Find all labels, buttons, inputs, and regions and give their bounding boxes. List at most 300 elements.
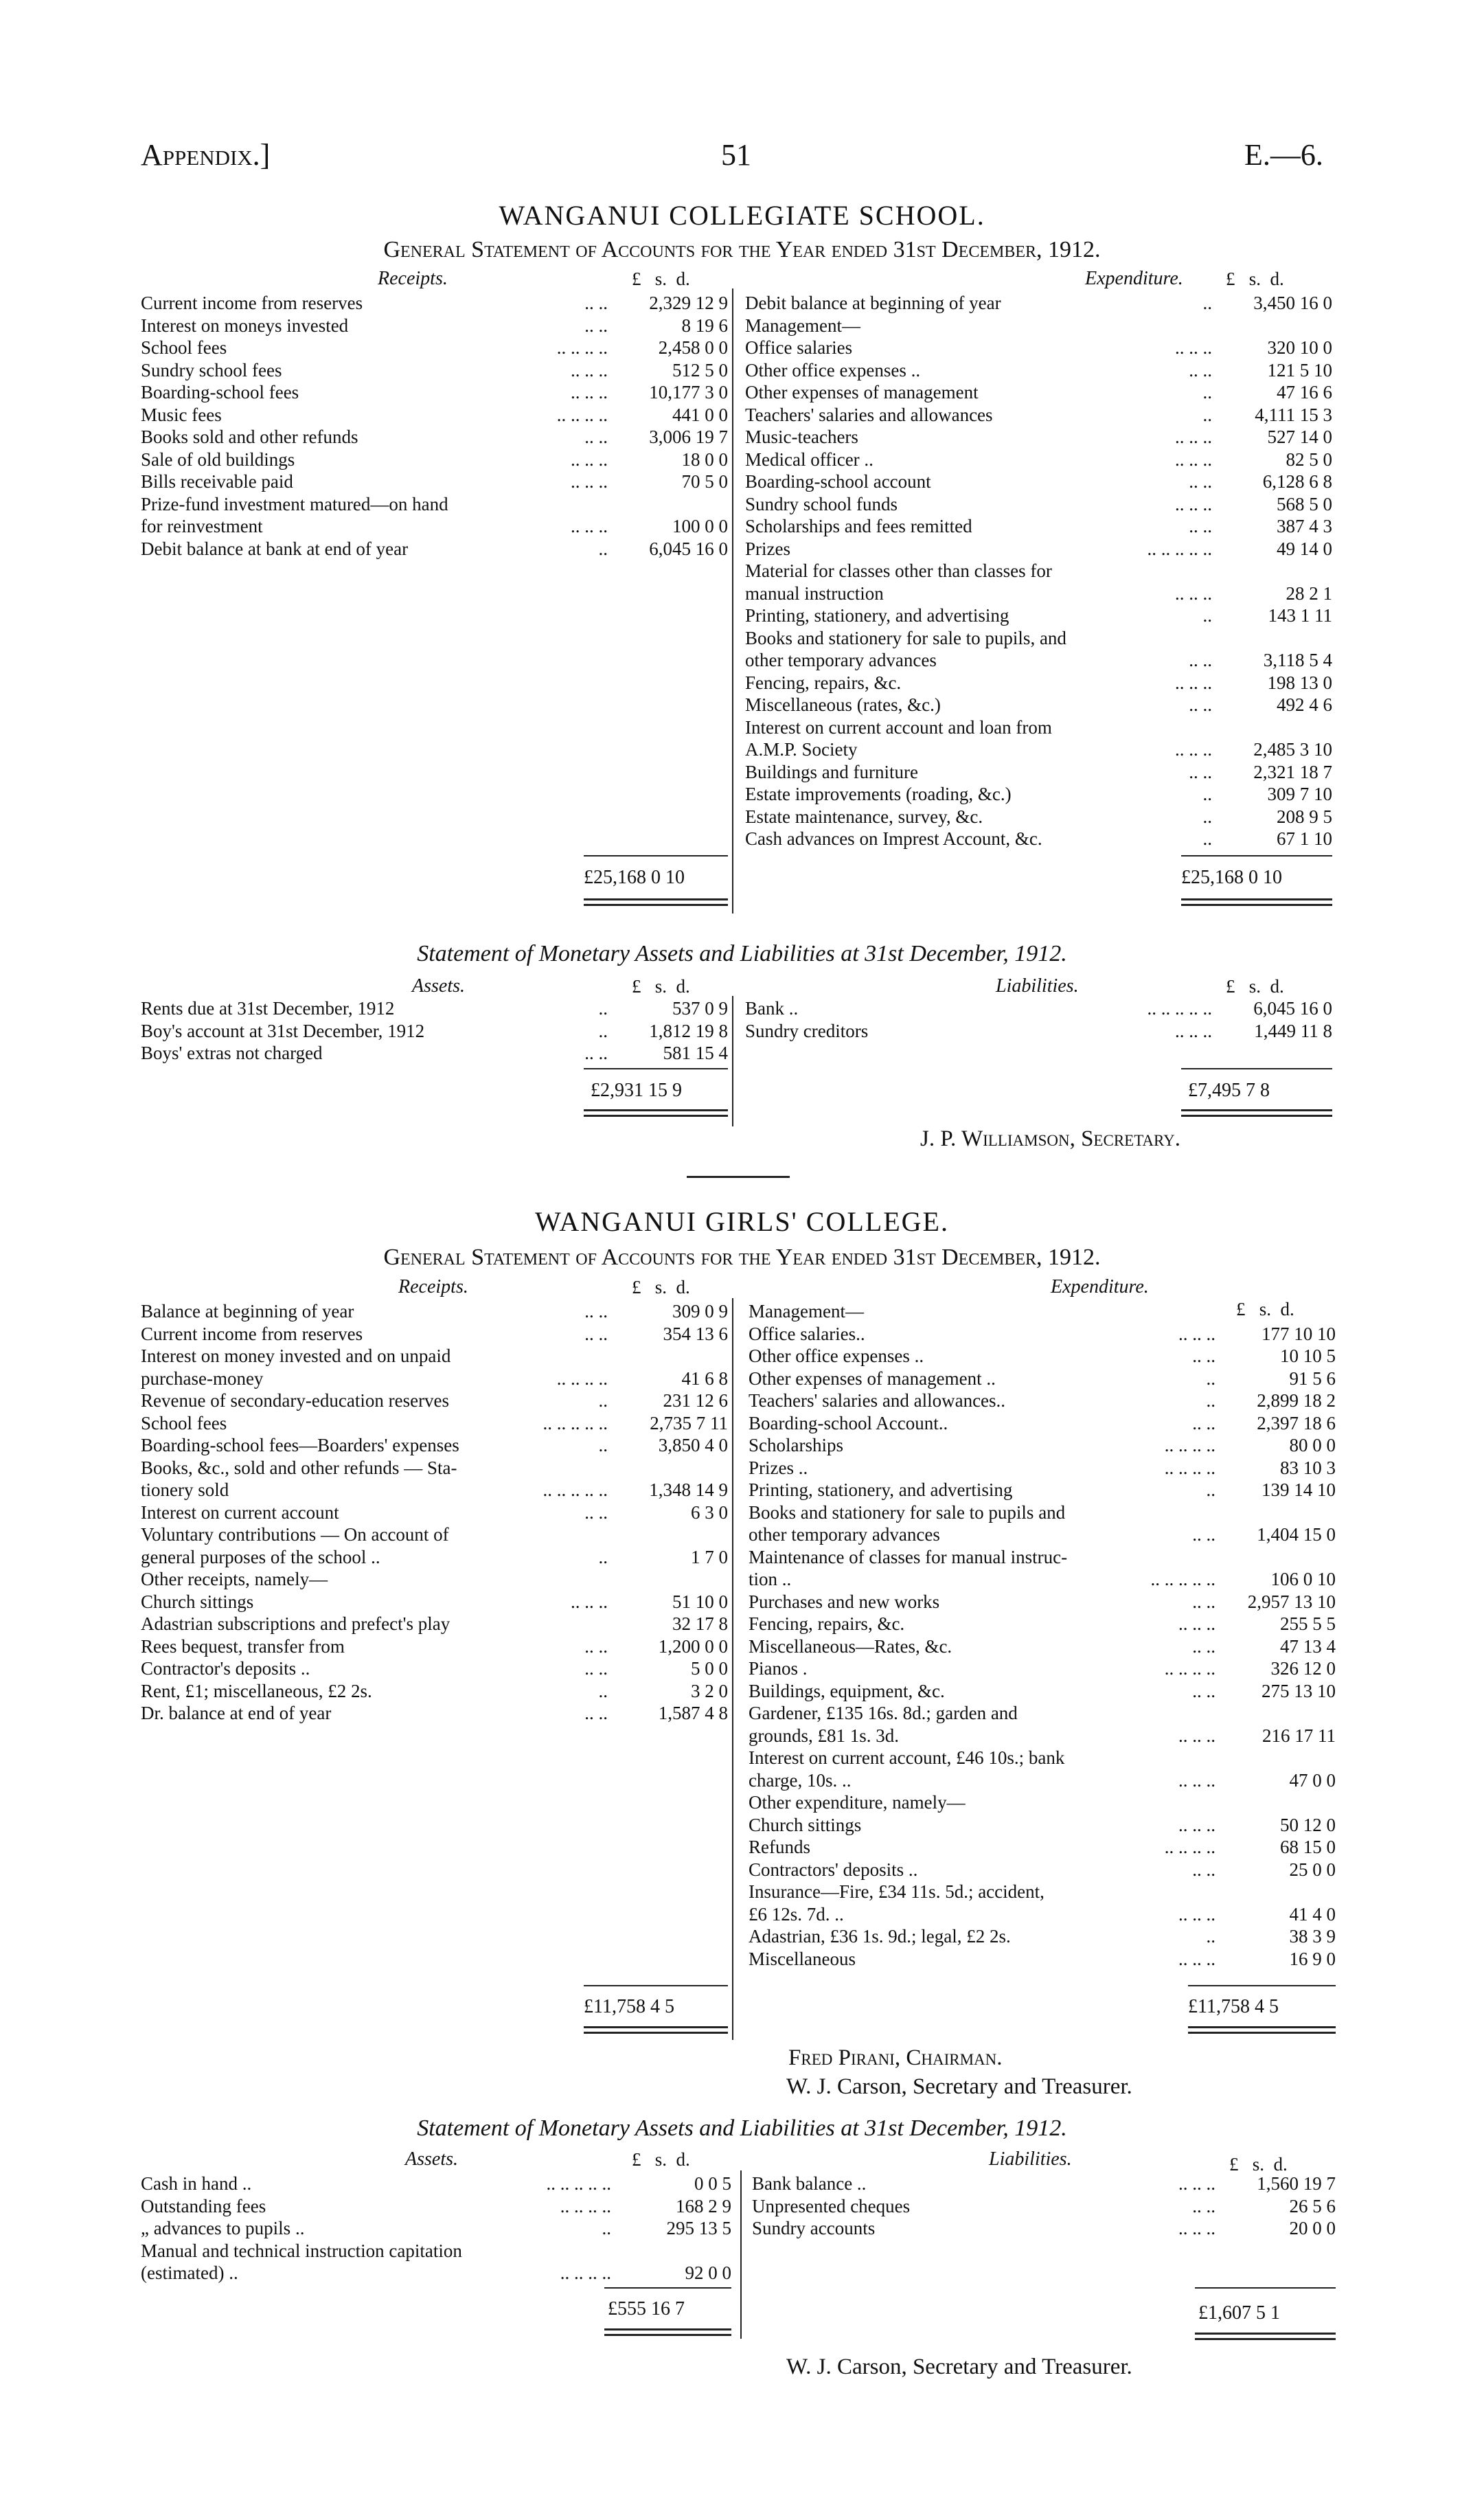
school2-expenditure-double-rule bbox=[1188, 2026, 1336, 2028]
ledger-row bbox=[745, 761, 1332, 784]
ledger-row-amount: 18 0 0 bbox=[681, 449, 728, 470]
ledger-row-leader: .. bbox=[1206, 1479, 1215, 1500]
ledger-row-label: Sundry accounts bbox=[752, 2218, 876, 2238]
ledger-row-leader: .. bbox=[1202, 806, 1212, 827]
school1-assets-total: £2,931 15 9 bbox=[591, 1080, 682, 1101]
ledger-row-amount: 441 0 0 bbox=[672, 404, 728, 425]
ledger-row bbox=[141, 1591, 728, 1613]
ledger-row-leader: .. .. .. bbox=[1178, 1725, 1215, 1746]
ledger-row-label: Interest on current account, £46 10s.; bank bbox=[749, 1747, 1065, 1768]
ledger-row-amount: 47 16 6 bbox=[1277, 382, 1332, 402]
ledger-row-amount: 309 7 10 bbox=[1267, 784, 1332, 804]
ledger-row-amount: 82 5 0 bbox=[1286, 449, 1332, 470]
ledger-row-leader: .. .. .. .. bbox=[1164, 1658, 1215, 1679]
ledger-row-label: Scholarships bbox=[749, 1435, 843, 1455]
ledger-row-leader: .. bbox=[598, 538, 608, 559]
ledger-row-amount: 255 5 5 bbox=[1280, 1613, 1336, 1634]
ledger-row-label: Prize-fund investment matured—on hand bbox=[141, 493, 448, 514]
ledger-row bbox=[745, 337, 1332, 359]
ledger-row-label: Miscellaneous—Rates, &c. bbox=[749, 1635, 952, 1657]
ledger-row bbox=[141, 1702, 728, 1725]
school2-expenditure-list bbox=[749, 1300, 1336, 1970]
ledger-row-leader: .. .. .. bbox=[1178, 2173, 1215, 2194]
ledger-row bbox=[141, 1300, 728, 1323]
ledger-row-amount: 41 6 8 bbox=[681, 1368, 728, 1389]
ledger-row-label: Other office expenses .. bbox=[749, 1346, 924, 1366]
ledger-row-leader: .. .. bbox=[1192, 1859, 1215, 1880]
ledger-row-leader: .. .. bbox=[1189, 694, 1212, 715]
school2-statement-divider bbox=[740, 2170, 742, 2339]
ledger-row-leader: .. .. .. bbox=[1178, 1769, 1215, 1791]
ledger-row-label: Rent, £1; miscellaneous, £2 2s. bbox=[141, 1680, 372, 1701]
ledger-row-label: Gardener, £135 16s. 8d.; garden and bbox=[749, 1703, 1018, 1723]
ledger-row-leader: .. .. .. bbox=[1178, 1323, 1215, 1344]
ledger-row-leader: .. .. .. .. .. bbox=[1150, 1569, 1215, 1589]
school2-assets-list bbox=[141, 2173, 731, 2284]
ledger-row-leader: .. .. .. .. .. bbox=[543, 1412, 608, 1433]
ledger-row-label: Medical officer .. bbox=[745, 449, 874, 470]
ledger-row-label: Teachers' salaries and allowances.. bbox=[749, 1390, 1006, 1411]
ledger-row bbox=[749, 1725, 1336, 1747]
ledger-row-label: Boy's account at 31st December, 1912 bbox=[141, 1020, 425, 1041]
ledger-row bbox=[752, 2217, 1336, 2240]
ledger-row bbox=[749, 1836, 1336, 1859]
ledger-row bbox=[749, 1635, 1336, 1658]
ledger-row-amount: 177 10 10 bbox=[1262, 1323, 1336, 1344]
ledger-row-leader: .. .. bbox=[1189, 471, 1212, 492]
ledger-row bbox=[749, 1568, 1336, 1591]
school1-expenditure-head: Expenditure. bbox=[1085, 268, 1183, 289]
school2-liabilities-double-rule-2 bbox=[1195, 2338, 1336, 2340]
ledger-row-leader: .. .. .. .. bbox=[556, 1368, 608, 1389]
ledger-row-label: Interest on current account bbox=[141, 1501, 339, 1523]
ledger-row bbox=[749, 1368, 1336, 1390]
ledger-row-label: Buildings, equipment, &c. bbox=[749, 1680, 945, 1701]
ledger-row-label: (estimated) .. bbox=[141, 2262, 238, 2283]
ledger-row-leader: .. .. .. .. bbox=[560, 2262, 611, 2283]
ledger-row-leader: .. .. bbox=[1192, 1412, 1215, 1433]
school1-receipts-total: £25,168 0 10 bbox=[584, 867, 685, 888]
ledger-row-amount: 2,321 18 7 bbox=[1253, 761, 1332, 782]
ledger-row bbox=[745, 1020, 1332, 1043]
school1-assets-double-rule bbox=[584, 1109, 728, 1111]
ledger-row-leader: .. .. .. bbox=[1175, 427, 1212, 447]
ledger-row-label: Sale of old buildings bbox=[141, 449, 295, 470]
ledger-row bbox=[141, 1345, 728, 1368]
school2-receipts-rule bbox=[584, 1985, 728, 1986]
ledger-row-label: Rees bequest, transfer from bbox=[141, 1635, 345, 1657]
ledger-row-leader: .. bbox=[598, 1680, 608, 1701]
school2-expenditure-rule bbox=[1188, 1985, 1336, 1986]
school1-receipts-head: Receipts. bbox=[378, 268, 448, 289]
ledger-row-leader: .. .. bbox=[584, 1703, 608, 1723]
ledger-row bbox=[749, 1501, 1336, 1524]
school2-secretary-signature: W. J. Carson, Secretary and Treasurer. bbox=[786, 2074, 1132, 2099]
school2-final-signature: W. J. Carson, Secretary and Treasurer. bbox=[786, 2355, 1132, 2379]
ledger-row bbox=[141, 1680, 728, 1703]
ledger-row-amount: 3,850 4 0 bbox=[658, 1435, 728, 1455]
ledger-row bbox=[141, 515, 728, 538]
ledger-row-label: Current income from reserves bbox=[141, 1323, 363, 1344]
ledger-row-amount: 47 0 0 bbox=[1289, 1769, 1336, 1791]
ledger-row-label: Boarding-school account bbox=[745, 471, 931, 492]
school2-statement-title: Statement of Monetary Assets and Liabilities at 31st December, 1912. bbox=[417, 2115, 1067, 2141]
ledger-row-label: Miscellaneous (rates, &c.) bbox=[745, 694, 941, 715]
ledger-row-amount: 3,006 19 7 bbox=[649, 427, 728, 447]
ledger-row-leader: .. .. .. bbox=[571, 1591, 608, 1612]
ledger-row bbox=[749, 1546, 1336, 1569]
ledger-row-leader: .. .. .. bbox=[571, 449, 608, 470]
ledger-row-amount: 1,587 4 8 bbox=[658, 1703, 728, 1723]
school2-expenditure-lsd-head: £ s. d. bbox=[1236, 1299, 1294, 1319]
ledger-row-amount: 1,404 15 0 bbox=[1257, 1524, 1336, 1545]
ledger-row-label: „ advances to pupils .. bbox=[141, 2218, 305, 2238]
ledger-row-label: Bills receivable paid bbox=[141, 471, 293, 492]
ledger-row-label: other temporary advances bbox=[749, 1524, 940, 1545]
ledger-row-label: Prizes .. bbox=[749, 1457, 808, 1478]
ledger-row-label: Buildings and furniture bbox=[745, 761, 918, 782]
ledger-row-amount: 309 0 9 bbox=[672, 1301, 728, 1321]
ledger-row-label: Contractors' deposits .. bbox=[749, 1859, 918, 1880]
ledger-row-amount: 198 13 0 bbox=[1267, 672, 1332, 693]
school2-assets-double-rule-2 bbox=[604, 2334, 731, 2336]
ledger-row-leader: .. .. bbox=[1192, 1680, 1215, 1701]
ledger-row-amount: 32 17 8 bbox=[672, 1613, 728, 1634]
school2-expenditure-total: £11,758 4 5 bbox=[1188, 1996, 1279, 2017]
ledger-row-amount: 537 0 9 bbox=[672, 998, 728, 1019]
ledger-row-amount: 8 19 6 bbox=[681, 315, 728, 336]
school2-expenditure-head: Expenditure. bbox=[1051, 1276, 1149, 1297]
ledger-row-leader: .. bbox=[598, 1020, 608, 1041]
ledger-row-label: Fencing, repairs, &c. bbox=[745, 672, 902, 693]
ledger-row-amount: 3 2 0 bbox=[691, 1680, 728, 1701]
ledger-row-amount: 2,957 13 10 bbox=[1247, 1591, 1336, 1612]
school1-expenditure-rule bbox=[1181, 855, 1332, 857]
ledger-row bbox=[141, 2262, 731, 2284]
ledger-row-amount: 91 5 6 bbox=[1289, 1368, 1336, 1389]
ledger-row bbox=[141, 1389, 728, 1412]
ledger-row-amount: 5 0 0 bbox=[691, 1658, 728, 1679]
ledger-row-amount: 1,560 19 7 bbox=[1257, 2173, 1336, 2194]
school1-liabilities-rule bbox=[1181, 1068, 1332, 1069]
ledger-row-amount: 2,485 3 10 bbox=[1253, 739, 1332, 760]
school2-expenditure-double-rule-2 bbox=[1188, 2032, 1336, 2034]
ledger-row-label: charge, 10s. .. bbox=[749, 1769, 852, 1791]
ledger-row-label: Miscellaneous bbox=[749, 1948, 856, 1969]
ledger-row-label: Office salaries bbox=[745, 337, 853, 358]
ledger-row-label: Insurance—Fire, £34 11s. 5d.; accident, bbox=[749, 1881, 1044, 1902]
ledger-row-amount: 2,735 7 11 bbox=[650, 1412, 728, 1433]
ledger-row-amount: 6,128 6 8 bbox=[1262, 471, 1332, 492]
ledger-row-leader: .. .. bbox=[584, 315, 608, 336]
school2-column-divider bbox=[732, 1298, 733, 2040]
ledger-row-leader: .. .. .. bbox=[1175, 1020, 1212, 1041]
ledger-row bbox=[752, 2195, 1336, 2218]
ledger-row bbox=[141, 449, 728, 471]
ledger-row bbox=[745, 404, 1332, 427]
ledger-row-amount: 320 10 0 bbox=[1267, 337, 1332, 358]
ledger-row-label: Books, &c., sold and other refunds — Sta- bbox=[141, 1457, 457, 1478]
ledger-row bbox=[745, 828, 1332, 850]
ledger-row-label: Boarding-school Account.. bbox=[749, 1412, 948, 1433]
ledger-row bbox=[749, 1881, 1336, 1903]
ledger-row bbox=[745, 515, 1332, 538]
school1-receipts-list bbox=[141, 292, 728, 560]
ledger-row-label: £6 12s. 7d. .. bbox=[749, 1903, 844, 1925]
ledger-row-amount: 492 4 6 bbox=[1277, 694, 1332, 715]
ledger-row-amount: 231 12 6 bbox=[663, 1390, 728, 1411]
ledger-row-leader: .. .. .. .. bbox=[560, 2195, 611, 2216]
school2-receipts-double-rule bbox=[584, 2026, 728, 2028]
ledger-row-label: Boarding-school fees—Boarders' expenses bbox=[141, 1435, 459, 1455]
ledger-row-label: Maintenance of classes for manual instruc- bbox=[749, 1546, 1068, 1567]
ledger-row-label: Books sold and other refunds bbox=[141, 427, 358, 447]
ledger-row bbox=[745, 716, 1332, 739]
ledger-row-leader: .. .. .. bbox=[1178, 1613, 1215, 1634]
ledger-row-label: Other receipts, namely— bbox=[141, 1569, 328, 1589]
ledger-row bbox=[745, 694, 1332, 716]
ledger-row-label: general purposes of the school .. bbox=[141, 1546, 380, 1567]
ledger-row-amount: 581 15 4 bbox=[663, 1043, 728, 1063]
ledger-row-label: Balance at beginning of year bbox=[141, 1301, 354, 1321]
ledger-row-label: Interest on money invested and on unpaid bbox=[141, 1346, 451, 1366]
ledger-row bbox=[749, 1389, 1336, 1412]
ledger-row-leader: .. bbox=[598, 998, 608, 1019]
ledger-row bbox=[745, 783, 1332, 806]
ledger-row-leader: .. bbox=[602, 2218, 611, 2238]
ledger-row-leader: .. .. .. bbox=[1175, 493, 1212, 514]
ledger-row-amount: 51 10 0 bbox=[672, 1591, 728, 1612]
ledger-row-label: Other expenses of management bbox=[745, 382, 979, 402]
school2-liabilities-rule bbox=[1195, 2287, 1336, 2289]
section-separator bbox=[687, 1176, 790, 1178]
school1-assets-list bbox=[141, 997, 728, 1065]
ledger-row-leader: .. .. bbox=[1192, 1524, 1215, 1545]
ledger-row bbox=[141, 1568, 728, 1591]
school2-receipts-head: Receipts. bbox=[398, 1276, 468, 1297]
ledger-row-label: Refunds bbox=[749, 1837, 810, 1857]
ledger-row-leader: .. .. bbox=[584, 1301, 608, 1321]
ledger-row bbox=[141, 470, 728, 493]
ledger-row-amount: 568 5 0 bbox=[1277, 493, 1332, 514]
ledger-row-amount: 2,329 12 9 bbox=[649, 293, 728, 313]
ledger-row bbox=[141, 1635, 728, 1658]
ledger-row-label: Rents due at 31st December, 1912 bbox=[141, 998, 395, 1019]
ledger-row bbox=[141, 997, 728, 1020]
ledger-row-label: Prizes bbox=[745, 538, 790, 559]
ledger-row-leader: .. .. bbox=[584, 1658, 608, 1679]
ledger-row-leader: .. bbox=[1206, 1368, 1215, 1389]
ledger-row-leader: .. .. .. bbox=[1175, 672, 1212, 693]
ledger-row bbox=[749, 1702, 1336, 1725]
school1-liabilities-double-rule bbox=[1181, 1109, 1332, 1111]
ledger-row-leader: .. .. bbox=[1192, 1346, 1215, 1366]
ledger-row-amount: 70 5 0 bbox=[681, 471, 728, 492]
school2-liabilities-total: £1,607 5 1 bbox=[1198, 2302, 1280, 2324]
ledger-row bbox=[141, 1020, 728, 1043]
ledger-row bbox=[141, 381, 728, 404]
ledger-row-label: Interest on current account and loan from bbox=[745, 716, 1052, 738]
ledger-row-amount: 47 13 4 bbox=[1280, 1635, 1336, 1657]
ledger-row-amount: 3,118 5 4 bbox=[1263, 650, 1332, 670]
school2-chairman-signature: Fred Pirani, Chairman. bbox=[788, 2045, 1003, 2070]
ledger-row-label: Debit balance at bank at end of year bbox=[141, 538, 409, 559]
ledger-row bbox=[141, 1412, 728, 1435]
school1-liabilities-head: Liabilities. bbox=[996, 975, 1079, 997]
ledger-row bbox=[749, 1814, 1336, 1837]
ledger-row-label: Dr. balance at end of year bbox=[141, 1703, 332, 1723]
ledger-row-amount: 28 2 1 bbox=[1286, 582, 1332, 604]
ledger-row bbox=[745, 493, 1332, 516]
school2-liabilities-head: Liabilities. bbox=[989, 2148, 1072, 2170]
school2-receipts-double-rule-2 bbox=[584, 2032, 728, 2034]
ledger-row bbox=[749, 1613, 1336, 1635]
school1-assets-double-rule-2 bbox=[584, 1115, 728, 1117]
ledger-row bbox=[141, 2217, 731, 2240]
ledger-row-leader: .. .. bbox=[584, 1323, 608, 1344]
ledger-row-leader: .. .. .. bbox=[1175, 449, 1212, 470]
ledger-row-label: A.M.P. Society bbox=[745, 739, 858, 760]
ledger-row-amount: 2,397 18 6 bbox=[1257, 1412, 1336, 1433]
ledger-row-label: School fees bbox=[141, 337, 227, 358]
ledger-row-leader: .. .. bbox=[1189, 761, 1212, 782]
school1-statement-divider bbox=[732, 996, 733, 1126]
ledger-row-label: Voluntary contributions — On account of bbox=[141, 1524, 449, 1545]
school1-expenditure-total: £25,168 0 10 bbox=[1181, 867, 1282, 888]
ledger-row-leader: .. .. .. bbox=[1178, 2218, 1215, 2238]
ledger-row-label: Pianos . bbox=[749, 1658, 808, 1679]
ledger-row-amount: 10,177 3 0 bbox=[649, 382, 728, 402]
ledger-row bbox=[749, 1591, 1336, 1613]
ledger-row-label: grounds, £81 1s. 3d. bbox=[749, 1725, 900, 1746]
ledger-row-leader: .. .. .. bbox=[1175, 582, 1212, 604]
ledger-row-label: Scholarships and fees remitted bbox=[745, 516, 972, 536]
ledger-row bbox=[745, 449, 1332, 471]
ledger-row-leader: .. .. bbox=[1192, 1591, 1215, 1612]
school1-liabilities-list bbox=[745, 997, 1332, 1042]
ledger-row-amount: 20 0 0 bbox=[1289, 2218, 1336, 2238]
school2-assets-lsd-head: £ s. d. bbox=[632, 2149, 690, 2170]
ledger-row bbox=[141, 538, 728, 560]
ledger-row bbox=[749, 1479, 1336, 1501]
school1-receipts-rule bbox=[584, 855, 728, 857]
ledger-row bbox=[745, 315, 1332, 337]
ledger-row-amount: 92 0 0 bbox=[685, 2262, 731, 2283]
ledger-row bbox=[745, 560, 1332, 582]
ledger-row-leader: .. .. bbox=[1189, 359, 1212, 381]
ledger-row bbox=[141, 1501, 728, 1524]
ledger-row-label: Adastrian subscriptions and prefect's play bbox=[141, 1613, 450, 1634]
ledger-row-label: Cash in hand .. bbox=[141, 2173, 252, 2194]
ledger-row-leader: .. .. bbox=[584, 1635, 608, 1657]
ledger-row-amount: 83 10 3 bbox=[1280, 1457, 1336, 1478]
ledger-row bbox=[745, 359, 1332, 382]
ledger-row-leader: .. bbox=[1202, 605, 1212, 626]
ledger-row-leader: .. .. bbox=[1192, 2195, 1215, 2216]
ledger-row bbox=[749, 1680, 1336, 1703]
ledger-row bbox=[141, 292, 728, 315]
ledger-row bbox=[749, 1300, 1336, 1323]
school1-column-divider bbox=[732, 288, 733, 914]
ledger-row-label: Estate maintenance, survey, &c. bbox=[745, 806, 983, 827]
ledger-row bbox=[141, 1657, 728, 1680]
ledger-row-amount: 216 17 11 bbox=[1262, 1725, 1336, 1746]
ledger-row-label: Bank .. bbox=[745, 998, 799, 1019]
ledger-row-label: Books and stationery for sale to pupils and bbox=[749, 1501, 1066, 1523]
ledger-row-label: Management— bbox=[749, 1301, 864, 1321]
ledger-row-label: tionery sold bbox=[141, 1479, 229, 1500]
ledger-row-leader: .. .. bbox=[584, 1043, 608, 1063]
ledger-row-amount: 26 5 6 bbox=[1289, 2195, 1336, 2216]
school1-assets-rule bbox=[584, 1068, 728, 1069]
ledger-row-label: Outstanding fees bbox=[141, 2195, 266, 2216]
ledger-row-leader: .. .. .. .. bbox=[1164, 1457, 1215, 1478]
ledger-row-leader: .. bbox=[1202, 382, 1212, 402]
ledger-row bbox=[745, 627, 1332, 650]
ledger-row bbox=[749, 1859, 1336, 1881]
ledger-row-leader: .. .. .. .. bbox=[1164, 1435, 1215, 1455]
ledger-row-leader: .. .. .. .. .. bbox=[543, 1479, 608, 1500]
ledger-row bbox=[141, 315, 728, 337]
ledger-row-label: Books and stationery for sale to pupils, and bbox=[745, 627, 1066, 648]
ledger-row bbox=[745, 292, 1332, 315]
school1-subtitle: General Statement of Accounts for the Year ended 31st December, 1912. bbox=[383, 237, 1101, 262]
ledger-row-leader: .. .. .. bbox=[1178, 1948, 1215, 1969]
ledger-row-amount: 49 14 0 bbox=[1277, 538, 1332, 559]
school1-signature: J. P. Williamson, Secretary. bbox=[920, 1126, 1180, 1151]
ledger-row-leader: .. .. .. bbox=[571, 359, 608, 381]
ledger-row bbox=[141, 359, 728, 382]
ledger-row-amount: 326 12 0 bbox=[1270, 1658, 1336, 1679]
school1-statement-title: Statement of Monetary Assets and Liabilities at 31st December, 1912. bbox=[417, 941, 1067, 966]
school2-title: WANGANUI GIRLS' COLLEGE. bbox=[535, 1206, 949, 1237]
ledger-row bbox=[749, 1345, 1336, 1368]
ledger-row bbox=[745, 470, 1332, 493]
school1-assets-head: Assets. bbox=[412, 975, 465, 997]
school1-receipts-lsd-head: £ s. d. bbox=[632, 269, 690, 289]
ledger-row bbox=[745, 672, 1332, 694]
ledger-row bbox=[749, 1434, 1336, 1457]
ledger-row-amount: 387 4 3 bbox=[1277, 516, 1332, 536]
ledger-row-leader: .. bbox=[598, 1435, 608, 1455]
ledger-row bbox=[141, 1042, 728, 1065]
school2-liabilities-list bbox=[752, 2173, 1336, 2240]
ledger-row-leader: .. .. .. .. bbox=[556, 404, 608, 425]
ledger-row-label: Sundry school fees bbox=[141, 359, 282, 381]
school1-expenditure-list bbox=[745, 292, 1332, 850]
ledger-row bbox=[141, 337, 728, 359]
ledger-row bbox=[141, 1457, 728, 1479]
ledger-row-amount: 2,899 18 2 bbox=[1257, 1390, 1336, 1411]
ledger-row bbox=[749, 1791, 1336, 1814]
ledger-row-leader: .. bbox=[1202, 828, 1212, 849]
ledger-row-amount: 1,812 19 8 bbox=[649, 1020, 728, 1041]
ledger-row bbox=[745, 604, 1332, 627]
ledger-row-amount: 1,449 11 8 bbox=[1254, 1020, 1332, 1041]
ledger-row bbox=[749, 1747, 1336, 1769]
ledger-row-leader: .. .. bbox=[584, 293, 608, 313]
ledger-row-amount: 80 0 0 bbox=[1289, 1435, 1336, 1455]
ledger-row-amount: 0 0 5 bbox=[694, 2173, 731, 2194]
ledger-row-leader: .. bbox=[1202, 784, 1212, 804]
ledger-row-label: Current income from reserves bbox=[141, 293, 363, 313]
school2-assets-total: £555 16 7 bbox=[608, 2298, 685, 2319]
ledger-row-label: Contractor's deposits .. bbox=[141, 1658, 310, 1679]
ledger-row-label: Interest on moneys invested bbox=[141, 315, 349, 336]
ledger-row-amount: 143 1 11 bbox=[1268, 605, 1332, 626]
ledger-row-leader: .. .. .. .. bbox=[1164, 1837, 1215, 1857]
ledger-row bbox=[141, 1368, 728, 1390]
